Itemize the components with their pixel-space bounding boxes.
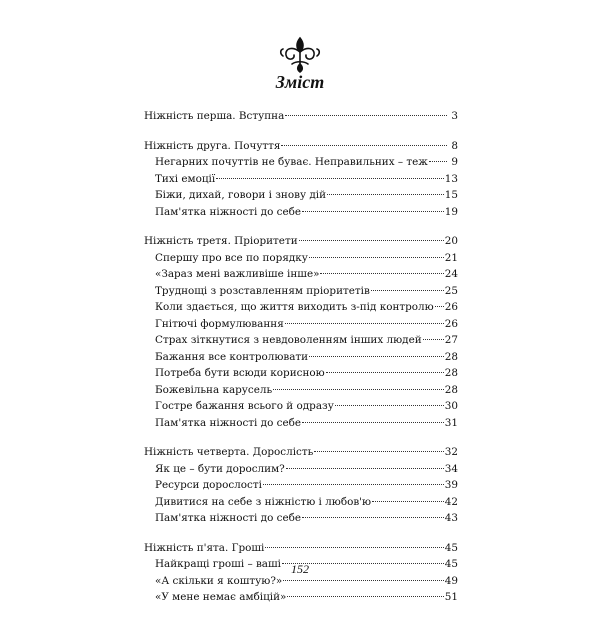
dot-leader <box>302 517 444 518</box>
dot-leader <box>265 547 443 548</box>
toc-entry-title: Ніжність перша. Вступна <box>144 110 285 122</box>
dot-leader <box>281 145 447 146</box>
dot-leader <box>216 178 444 179</box>
dot-leader <box>299 240 444 241</box>
fleur-ornament-icon <box>277 34 323 74</box>
toc-entry <box>144 415 458 432</box>
toc-entry-page: 43 <box>444 512 458 524</box>
toc-entry-page: 28 <box>444 367 458 379</box>
toc-entry-page: 26 <box>444 317 458 330</box>
toc-entry-title: Спершу про все по порядку <box>155 251 308 264</box>
dot-leader <box>371 290 444 291</box>
table-of-contents <box>144 108 458 619</box>
toc-entry <box>144 382 458 399</box>
dot-leader <box>435 306 444 307</box>
toc-entry-page: 39 <box>444 479 458 491</box>
dot-leader <box>327 194 444 195</box>
dot-leader <box>302 211 444 212</box>
toc-entry-page: 13 <box>444 172 458 185</box>
toc-entry-title: Коли здається, що життя виходить з-під контролю <box>155 301 434 313</box>
toc-entry-page: 9 <box>451 156 458 168</box>
toc-entry-page: 28 <box>444 383 458 396</box>
toc-section <box>144 108 458 125</box>
toc-entry-title: «Зараз мені важливіше інше» <box>155 268 320 280</box>
dot-leader <box>263 484 444 485</box>
toc-entry-title: Бажання все контролювати <box>155 350 309 363</box>
toc-entry-page: 51 <box>444 591 458 603</box>
toc-entry <box>144 250 458 267</box>
toc-entry-title: Дивитися на себе з ніжністю і любов'ю <box>155 495 372 508</box>
toc-entry-page: 32 <box>444 446 458 458</box>
toc-entry-title: «У мене немає амбіцій» <box>155 591 287 603</box>
toc-section-heading <box>144 138 458 155</box>
dot-leader <box>273 389 444 390</box>
page-title: Зміст <box>275 72 325 92</box>
toc-entry-title: Тихі емоції <box>155 172 216 185</box>
dot-leader <box>372 501 444 502</box>
toc-entry-page: 25 <box>444 284 458 297</box>
toc-entry <box>144 510 458 527</box>
toc-section <box>144 233 458 431</box>
toc-entry <box>144 477 458 494</box>
dot-leader <box>287 596 443 597</box>
toc-entry-title: Пам'ятка ніжності до себе <box>155 416 302 429</box>
toc-entry <box>144 204 458 221</box>
toc-entry-title: Гнітючі формулювання <box>155 317 284 330</box>
toc-entry <box>144 494 458 511</box>
toc-entry-page: 49 <box>444 574 458 587</box>
toc-section <box>144 444 458 527</box>
toc-entry-page: 24 <box>444 268 458 280</box>
toc-entry-title: Страх зіткнутися з невдоволенням інших людей <box>155 334 422 346</box>
toc-entry-page: 20 <box>444 235 458 247</box>
toc-entry-page: 42 <box>444 495 458 508</box>
toc-entry-page: 19 <box>444 205 458 218</box>
toc-entry <box>144 316 458 333</box>
toc-entry-title: Ніжність друга. Почуття <box>144 139 281 152</box>
toc-entry-title: Потреба бути всюди корисною <box>155 367 325 379</box>
toc-entry <box>144 332 458 349</box>
toc-entry-page: 26 <box>444 301 458 313</box>
dot-leader <box>320 273 443 274</box>
dot-leader <box>283 580 444 581</box>
dot-leader <box>326 372 444 373</box>
toc-entry-page: 15 <box>444 189 458 201</box>
toc-section-heading <box>144 444 458 461</box>
toc-entry <box>144 299 458 316</box>
toc-entry-page: 45 <box>444 541 458 554</box>
toc-entry <box>144 365 458 382</box>
toc-entry-page: 8 <box>451 139 458 152</box>
toc-entry-title: Ніжність п'ята. Гроші <box>144 541 265 554</box>
toc-entry-page: 34 <box>444 462 458 475</box>
toc-section <box>144 138 458 221</box>
dot-leader <box>286 468 444 469</box>
toc-entry-page: 28 <box>444 350 458 363</box>
toc-entry-title: Негарних почуттів не буває. Неправильних – теж <box>155 156 428 168</box>
dot-leader <box>309 356 444 357</box>
toc-entry <box>144 154 458 171</box>
toc-entry-title: Труднощі з розставленням пріоритетів <box>155 284 370 297</box>
dot-leader <box>309 257 444 258</box>
toc-entry-title: Біжи, дихай, говори і знову дій <box>155 189 327 201</box>
toc-entry <box>144 266 458 283</box>
toc-entry-page: 45 <box>444 558 458 570</box>
toc-entry-title: Божевільна карусель <box>155 383 273 396</box>
dot-leader <box>285 115 447 116</box>
toc-entry <box>144 461 458 478</box>
toc-section-heading <box>144 108 458 125</box>
toc-entry <box>144 589 458 606</box>
toc-entry <box>144 171 458 188</box>
toc-entry-page: 31 <box>444 416 458 429</box>
toc-entry-title: «А скільки я коштую?» <box>155 574 283 587</box>
toc-entry <box>144 349 458 366</box>
dot-leader <box>302 422 444 423</box>
dot-leader <box>429 161 447 162</box>
dot-leader <box>314 451 444 452</box>
toc-entry-page: 21 <box>444 251 458 264</box>
toc-entry-title: Ніжність третя. Пріоритети <box>144 235 298 247</box>
toc-entry-page: 27 <box>444 334 458 346</box>
toc-section-heading <box>144 540 458 557</box>
toc-entry-title: Ніжність четверта. Дорослість <box>144 446 314 458</box>
toc-entry <box>144 187 458 204</box>
toc-entry-title: Гостре бажання всього й одразу <box>155 400 334 412</box>
toc-entry-title: Пам'ятка ніжності до себе <box>155 512 302 524</box>
toc-entry-page: 30 <box>444 400 458 412</box>
toc-entry <box>144 283 458 300</box>
toc-entry-page: 3 <box>451 110 458 122</box>
toc-entry-title: Як це – бути дорослим? <box>155 462 285 475</box>
page-number: 152 <box>291 562 309 576</box>
toc-entry-title: Ресурси дорослості <box>155 479 262 491</box>
dot-leader <box>285 323 444 324</box>
dot-leader <box>335 405 444 406</box>
toc-entry-title: Найкращі гроші – ваші <box>155 558 281 570</box>
toc-entry <box>144 398 458 415</box>
toc-entry-title: Пам'ятка ніжності до себе <box>155 205 302 218</box>
dot-leader <box>423 339 444 340</box>
toc-section-heading <box>144 233 458 250</box>
